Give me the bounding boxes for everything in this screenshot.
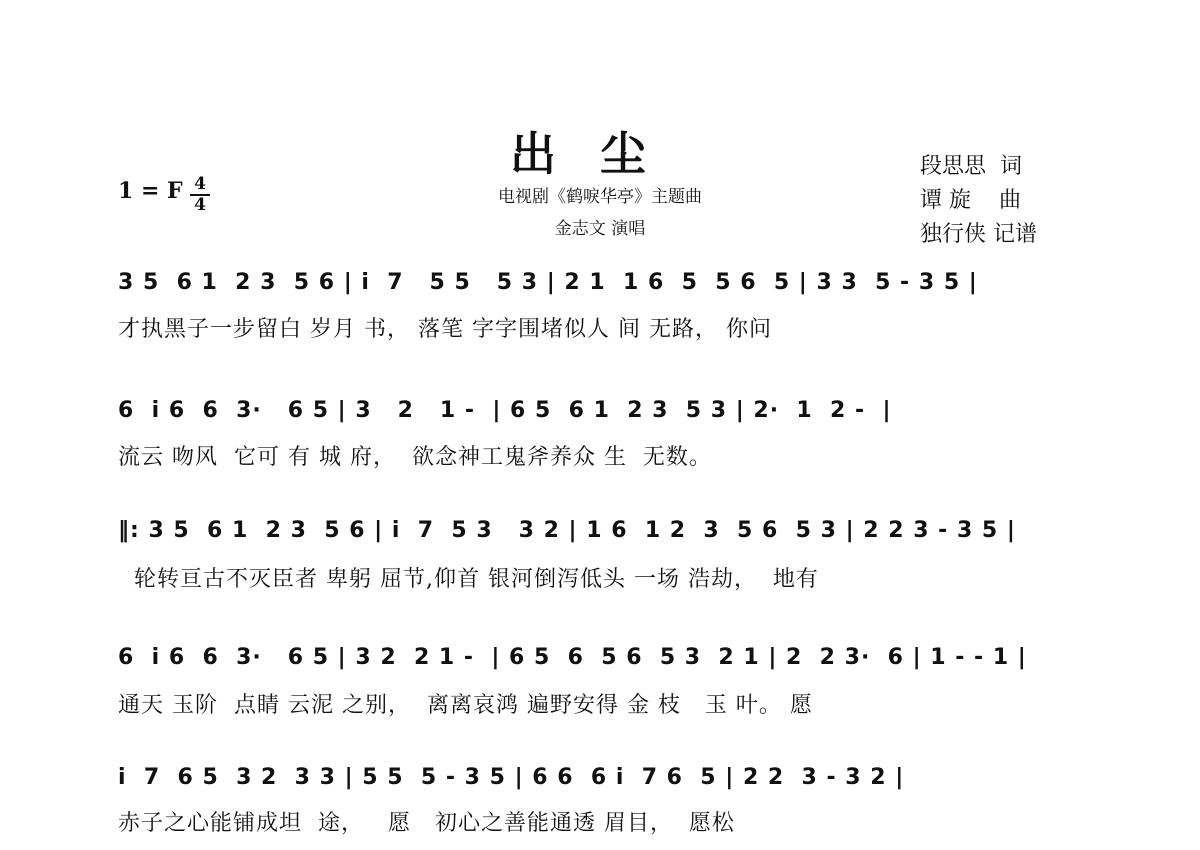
lyricist-credit: 段思思 词 [920, 154, 1022, 179]
subtitle: 电视剧《鹤唳华亭》主题曲 [498, 187, 702, 207]
time-signature-bottom: 4 [194, 195, 206, 215]
song-title: 出尘 [510, 127, 690, 181]
credits [920, 150, 1037, 252]
score-line-2-notes: 6 i 6 6 3· 6 5 | 3 2 1 - | 6 5 6 1 2 3 5 3 | 2· 1 2 - | [118, 398, 892, 423]
score-line-1-notes: 3 5 6 1 2 3 5 6 | i 7 5 5 5 3 | 2 1 1 6 5 5 6 5 | 3 3 5 - 3 5 | [118, 270, 978, 295]
score-line-3-notes: ‖: 3 5 6 1 2 3 5 6 | i 7 5 3 3 2 | 1 6 1 2 3 5 6 5 3 | 2 2 3 - 3 5 | [118, 518, 1016, 543]
transcriber-credit: 独行侠 记谱 [920, 222, 1037, 247]
score-line-4-lyrics: 通天 玉阶 点睛 云泥 之别， 离离哀鸿 遍野安得 金 枝 玉 叶。 愿 [118, 693, 813, 718]
score-line-4-notes: 6 i 6 6 3· 6 5 | 3 2 2 1 - | 6 5 6 5 6 5 3 2 1 | 2 2 3· 6 | 1 - - 1 | [118, 645, 1027, 670]
score-line-2-lyrics: 流云 吻风 它可 有 城 府， 欲念神工鬼斧养众 生 无数。 [118, 445, 712, 470]
score-line-1-lyrics: 才执黑子一步留白 岁月 书， 落笔 字字围堵似人 间 无路， 你问 [118, 317, 772, 342]
score-line-5-notes: i 7 6 5 3 2 3 3 | 5 5 5 - 3 5 | 6 6 6 i 7 6 5 | 2 2 3 - 3 2 | [118, 765, 905, 790]
composer-credit: 谭 旋 曲 [920, 188, 1021, 213]
time-signature-top: 4 [194, 174, 206, 194]
score-line-3-lyrics: 轮转亘古不灭臣者 卑躬 屈节,仰首 银河倒泻低头 一场 浩劫， 地有 [118, 567, 819, 592]
singer-credit: 金志文 演唱 [554, 219, 646, 239]
time-signature [190, 176, 210, 214]
score-line-5-lyrics: 赤子之心能铺成坦 途， 愿 初心之善能通透 眉目， 愿松 [118, 811, 735, 836]
key-signature: 1 = F [118, 178, 183, 204]
